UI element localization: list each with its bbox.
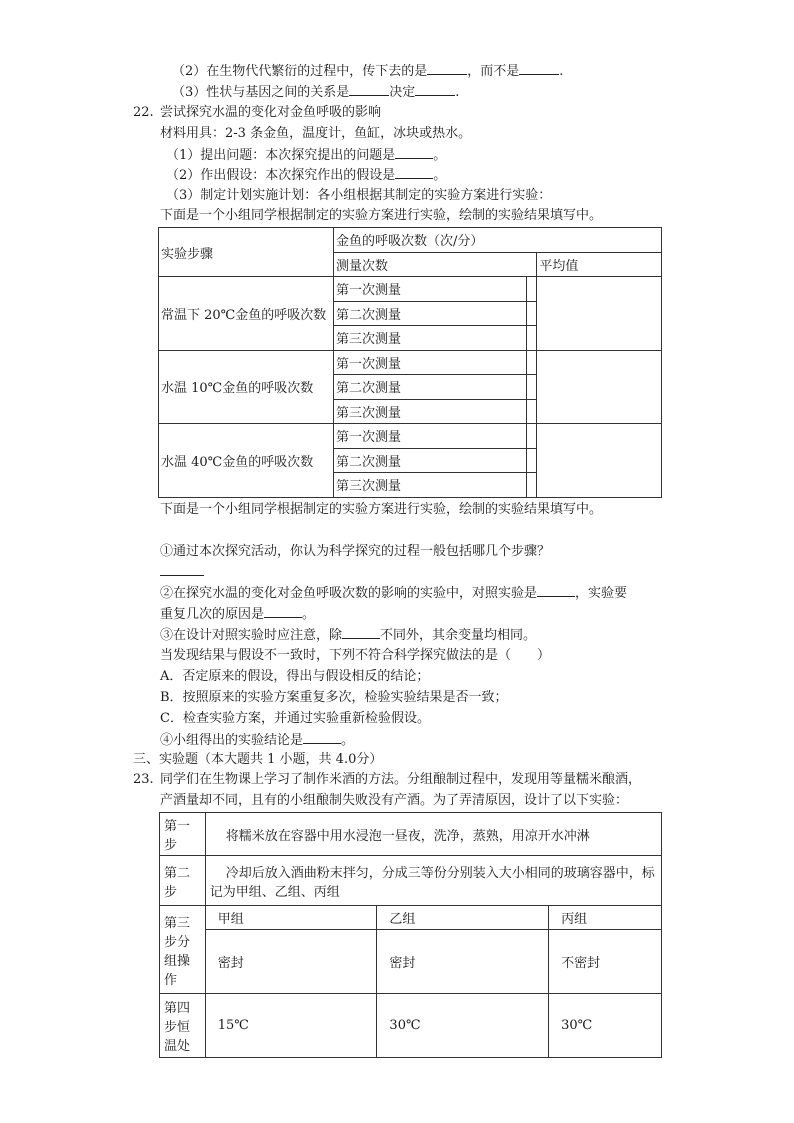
- answer-blank[interactable]: [303, 731, 341, 744]
- value-cell[interactable]: [527, 326, 537, 351]
- average-cell[interactable]: [537, 424, 662, 498]
- step2-label: 第二步: [160, 856, 206, 906]
- value-cell[interactable]: [527, 375, 537, 400]
- value-cell[interactable]: [527, 448, 537, 473]
- measure-cell: 第二次测量: [333, 375, 526, 400]
- q22-after-table: 下面是一个小组同学根据制定的实验方案进行实验，绘制的实验结果填写中。: [160, 502, 603, 517]
- option-b[interactable]: B．按照原来的实验方案重复多次，检验实验结果是否一致；: [160, 690, 508, 705]
- temp-bing: 30℃: [549, 994, 662, 1058]
- answer-blank[interactable]: [427, 62, 467, 75]
- value-cell[interactable]: [527, 301, 537, 326]
- row-label: 水温 10℃金鱼的呼吸次数: [159, 350, 334, 424]
- measure-cell: 第一次测量: [333, 424, 526, 449]
- q21-line2: （2）在生物代代繁衍的过程中，传下去的是 ，而不是 .: [172, 64, 564, 79]
- answer-blank[interactable]: [395, 166, 433, 179]
- average-cell[interactable]: [537, 350, 662, 424]
- step1-label: 第一步: [160, 813, 206, 856]
- average-cell[interactable]: [537, 277, 662, 351]
- measure-cell: 第三次测量: [333, 473, 526, 498]
- answer-line[interactable]: [160, 563, 204, 582]
- answer-blank[interactable]: [342, 626, 380, 639]
- q23-text-2: 产酒量却不同，且有的小组酿制失败没有产酒。为了弄清原因，设计了以下实验：: [160, 793, 629, 808]
- seal-jia: 密封: [205, 930, 377, 994]
- value-cell[interactable]: [527, 350, 537, 375]
- measure-cell: 第一次测量: [333, 350, 526, 375]
- answer-blank[interactable]: [264, 605, 302, 618]
- q22-question-d: 当发现结果与假设不一致时，下列不符合科学探究做法的是（ ）: [160, 648, 551, 663]
- q23-text-1: 同学们在生物课上学习了制作米酒的方法。分组酿制过程中，发现用等量糯米酿酒，: [160, 772, 642, 787]
- group-yi: 乙组: [377, 906, 549, 930]
- value-cell[interactable]: [527, 473, 537, 498]
- section-heading: 三、实验题（本大题共 1 小题，共 4.0分）: [133, 752, 383, 767]
- row-label: 常温下 20℃金鱼的呼吸次数: [159, 277, 334, 351]
- q22-number: 22.: [133, 105, 154, 120]
- measure-cell: 第三次测量: [333, 399, 526, 424]
- answer-blank[interactable]: [415, 83, 455, 96]
- option-a[interactable]: A．否定原来的假设，得出与假设相反的结论；: [160, 669, 430, 684]
- seal-yi: 密封: [377, 930, 549, 994]
- rice-wine-experiment-table: [159, 812, 662, 1058]
- q22-step2: （2）作出假设：本次探究作出的假设是 。: [166, 168, 447, 183]
- q22-question-a: ①通过本次探究活动，你认为科学探究的过程一般包括哪几个步骤？: [160, 544, 551, 559]
- answer-blank[interactable]: [395, 146, 433, 159]
- q22-step1: （1）提出问题：本次探究提出的问题是 。: [166, 148, 447, 163]
- q22-title: 尝试探究水温的变化对金鱼呼吸的影响: [160, 105, 382, 120]
- temp-jia: 15℃: [205, 994, 377, 1058]
- measure-cell: 第一次测量: [333, 277, 526, 302]
- value-cell[interactable]: [527, 424, 537, 449]
- option-c[interactable]: C．检查实验方案，并通过实验重新检验假设。: [160, 711, 430, 726]
- answer-blank[interactable]: [537, 584, 575, 597]
- seal-bing: 不密封: [549, 930, 662, 994]
- q21-line3: （3）性状与基因之间的关系是 决定 .: [172, 85, 460, 100]
- q22-materials: 材料用具：2-3 条金鱼，温度计，鱼缸，冰块或热水。: [160, 126, 472, 141]
- q23-number: 23.: [133, 772, 154, 787]
- temp-yi: 30℃: [377, 994, 549, 1058]
- answer-blank[interactable]: [349, 83, 389, 96]
- goldfish-breathing-table: [158, 227, 662, 498]
- step4-label: 第四步恒温处: [160, 994, 206, 1058]
- q22-intro: 下面是一个小组同学根据制定的实验方案进行实验，绘制的实验结果填写中。: [160, 208, 603, 223]
- group-jia: 甲组: [205, 906, 377, 930]
- q22-question-e: ④小组得出的实验结论是 。: [160, 733, 355, 748]
- answer-blank[interactable]: [519, 62, 559, 75]
- q22-question-b: ②在探究水温的变化对金鱼呼吸次数的影响的实验中，对照实验是 ，实验要: [160, 586, 628, 601]
- answer-blank[interactable]: [160, 563, 204, 576]
- row-label: 水温 40℃金鱼的呼吸次数: [159, 424, 334, 498]
- step2-text: 冷却后放入酒曲粉末拌匀，分成三等份分别装入大小相同的玻璃容器中，标记为甲组、乙组、丙组: [205, 856, 661, 906]
- measure-cell: 第二次测量: [333, 448, 526, 473]
- q22-question-b2: 重复几次的原因是 。: [160, 607, 316, 622]
- value-cell[interactable]: [527, 277, 537, 302]
- header-step: 实验步骤: [159, 228, 334, 277]
- q22-question-c: ③在设计对照实验时应注意，除 不同外，其余变量均相同。: [160, 628, 537, 643]
- step3-label: 第三步分组操作: [160, 906, 206, 994]
- header-group: 金鱼的呼吸次数（次/分）: [333, 228, 661, 253]
- step1-text: 将糯米放在容器中用水浸泡一昼夜，洗净，蒸熟，用凉开水冲淋: [205, 813, 661, 856]
- header-count: 测量次数: [333, 252, 536, 277]
- group-bing: 丙组: [549, 906, 662, 930]
- measure-cell: 第二次测量: [333, 301, 526, 326]
- value-cell[interactable]: [527, 399, 537, 424]
- measure-cell: 第三次测量: [333, 326, 526, 351]
- header-average: 平均值: [537, 252, 662, 277]
- q22-step3: （3）制定计划实施计划：各小组根据其制定的实验方案进行实验：: [166, 188, 552, 203]
